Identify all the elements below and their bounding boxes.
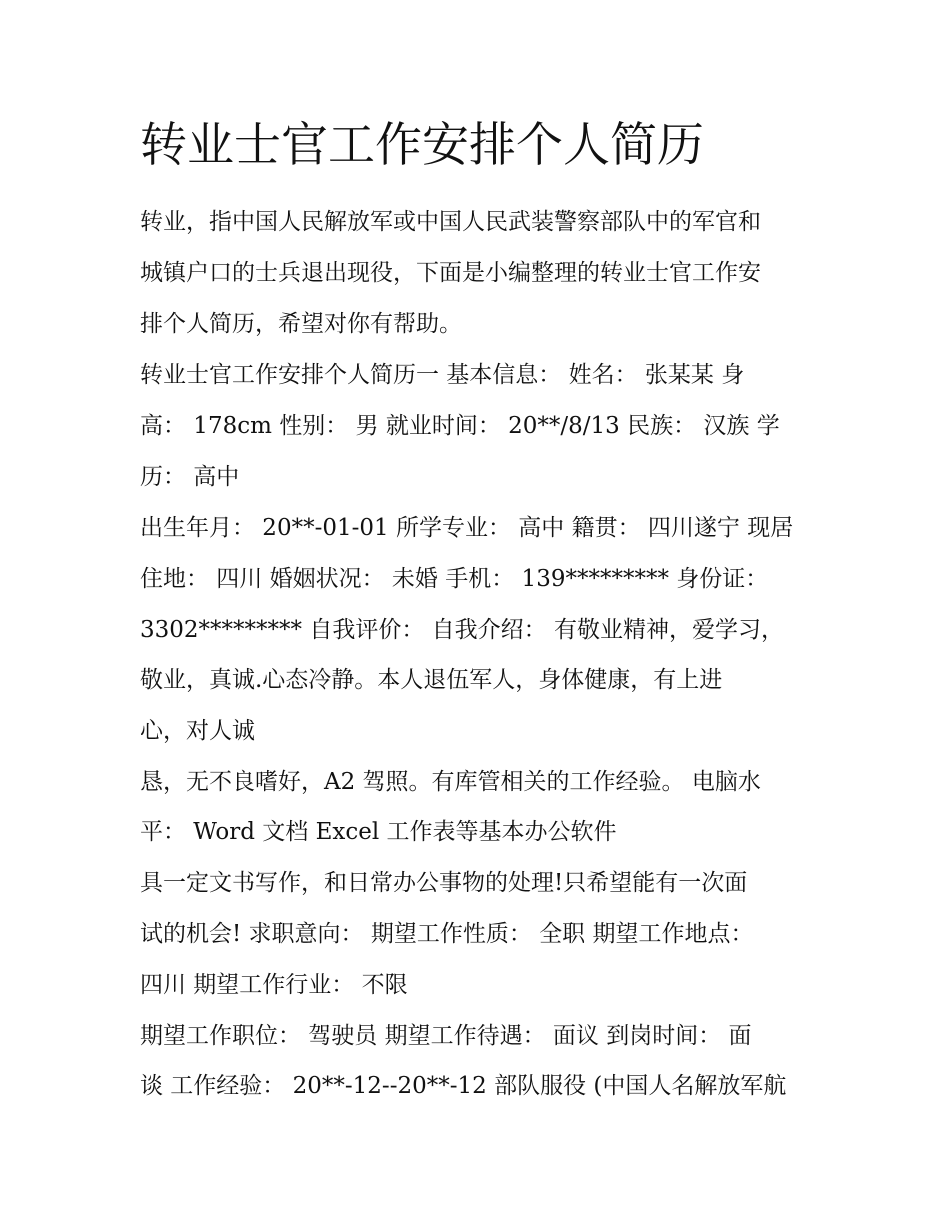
body-line: 3302********* 自我评价： 自我介绍： 有敬业精神，爱学习，	[140, 617, 784, 643]
body-line: 心，对人诚	[140, 718, 255, 744]
body-line: 城镇户口的士兵退出现役，下面是小编整理的转业士官工作安	[140, 260, 761, 286]
body-line: 恳，无不良嗜好，A2 驾照。有库管相关的工作经验。 电脑水	[140, 769, 761, 795]
body-line: 住地： 四川 婚姻状况： 未婚 手机： 139********* 身份证：	[140, 566, 769, 592]
body-line: 排个人简历，希望对你有帮助。	[140, 311, 462, 337]
body-line: 四川 期望工作行业： 不限	[140, 972, 408, 998]
body-line: 试的机会! 求职意向： 期望工作性质： 全职 期望工作地点：	[140, 921, 754, 947]
body-line: 具一定文书写作，和日常办公事物的处理!只希望能有一次面	[140, 870, 748, 896]
body-line: 出生年月： 20**-01-01 所学专业： 高中 籍贯： 四川遂宁 现居	[140, 515, 794, 541]
body-line: 高： 178cm 性别： 男 就业时间： 20**/8/13 民族： 汉族 学	[140, 413, 780, 439]
document-title: 转业士官工作安排个人简历	[140, 118, 704, 173]
body-line: 平： Word 文档 Excel 工作表等基本办公软件	[140, 819, 617, 845]
body-line: 敬业，真诚.心态冷静。本人退伍军人，身体健康，有上进	[140, 667, 723, 693]
body-line: 期望工作职位： 驾驶员 期望工作待遇： 面议 到岗时间： 面	[140, 1023, 752, 1049]
body-line: 转业士官工作安排个人简历一 基本信息： 姓名： 张某某 身	[140, 362, 745, 388]
body-line: 历： 高中	[140, 464, 240, 490]
body-line: 谈 工作经验： 20**-12--20**-12 部队服役 (中国人名解放军航	[140, 1073, 787, 1099]
body-line: 转业，指中国人民解放军或中国人民武装警察部队中的军官和	[140, 209, 761, 235]
